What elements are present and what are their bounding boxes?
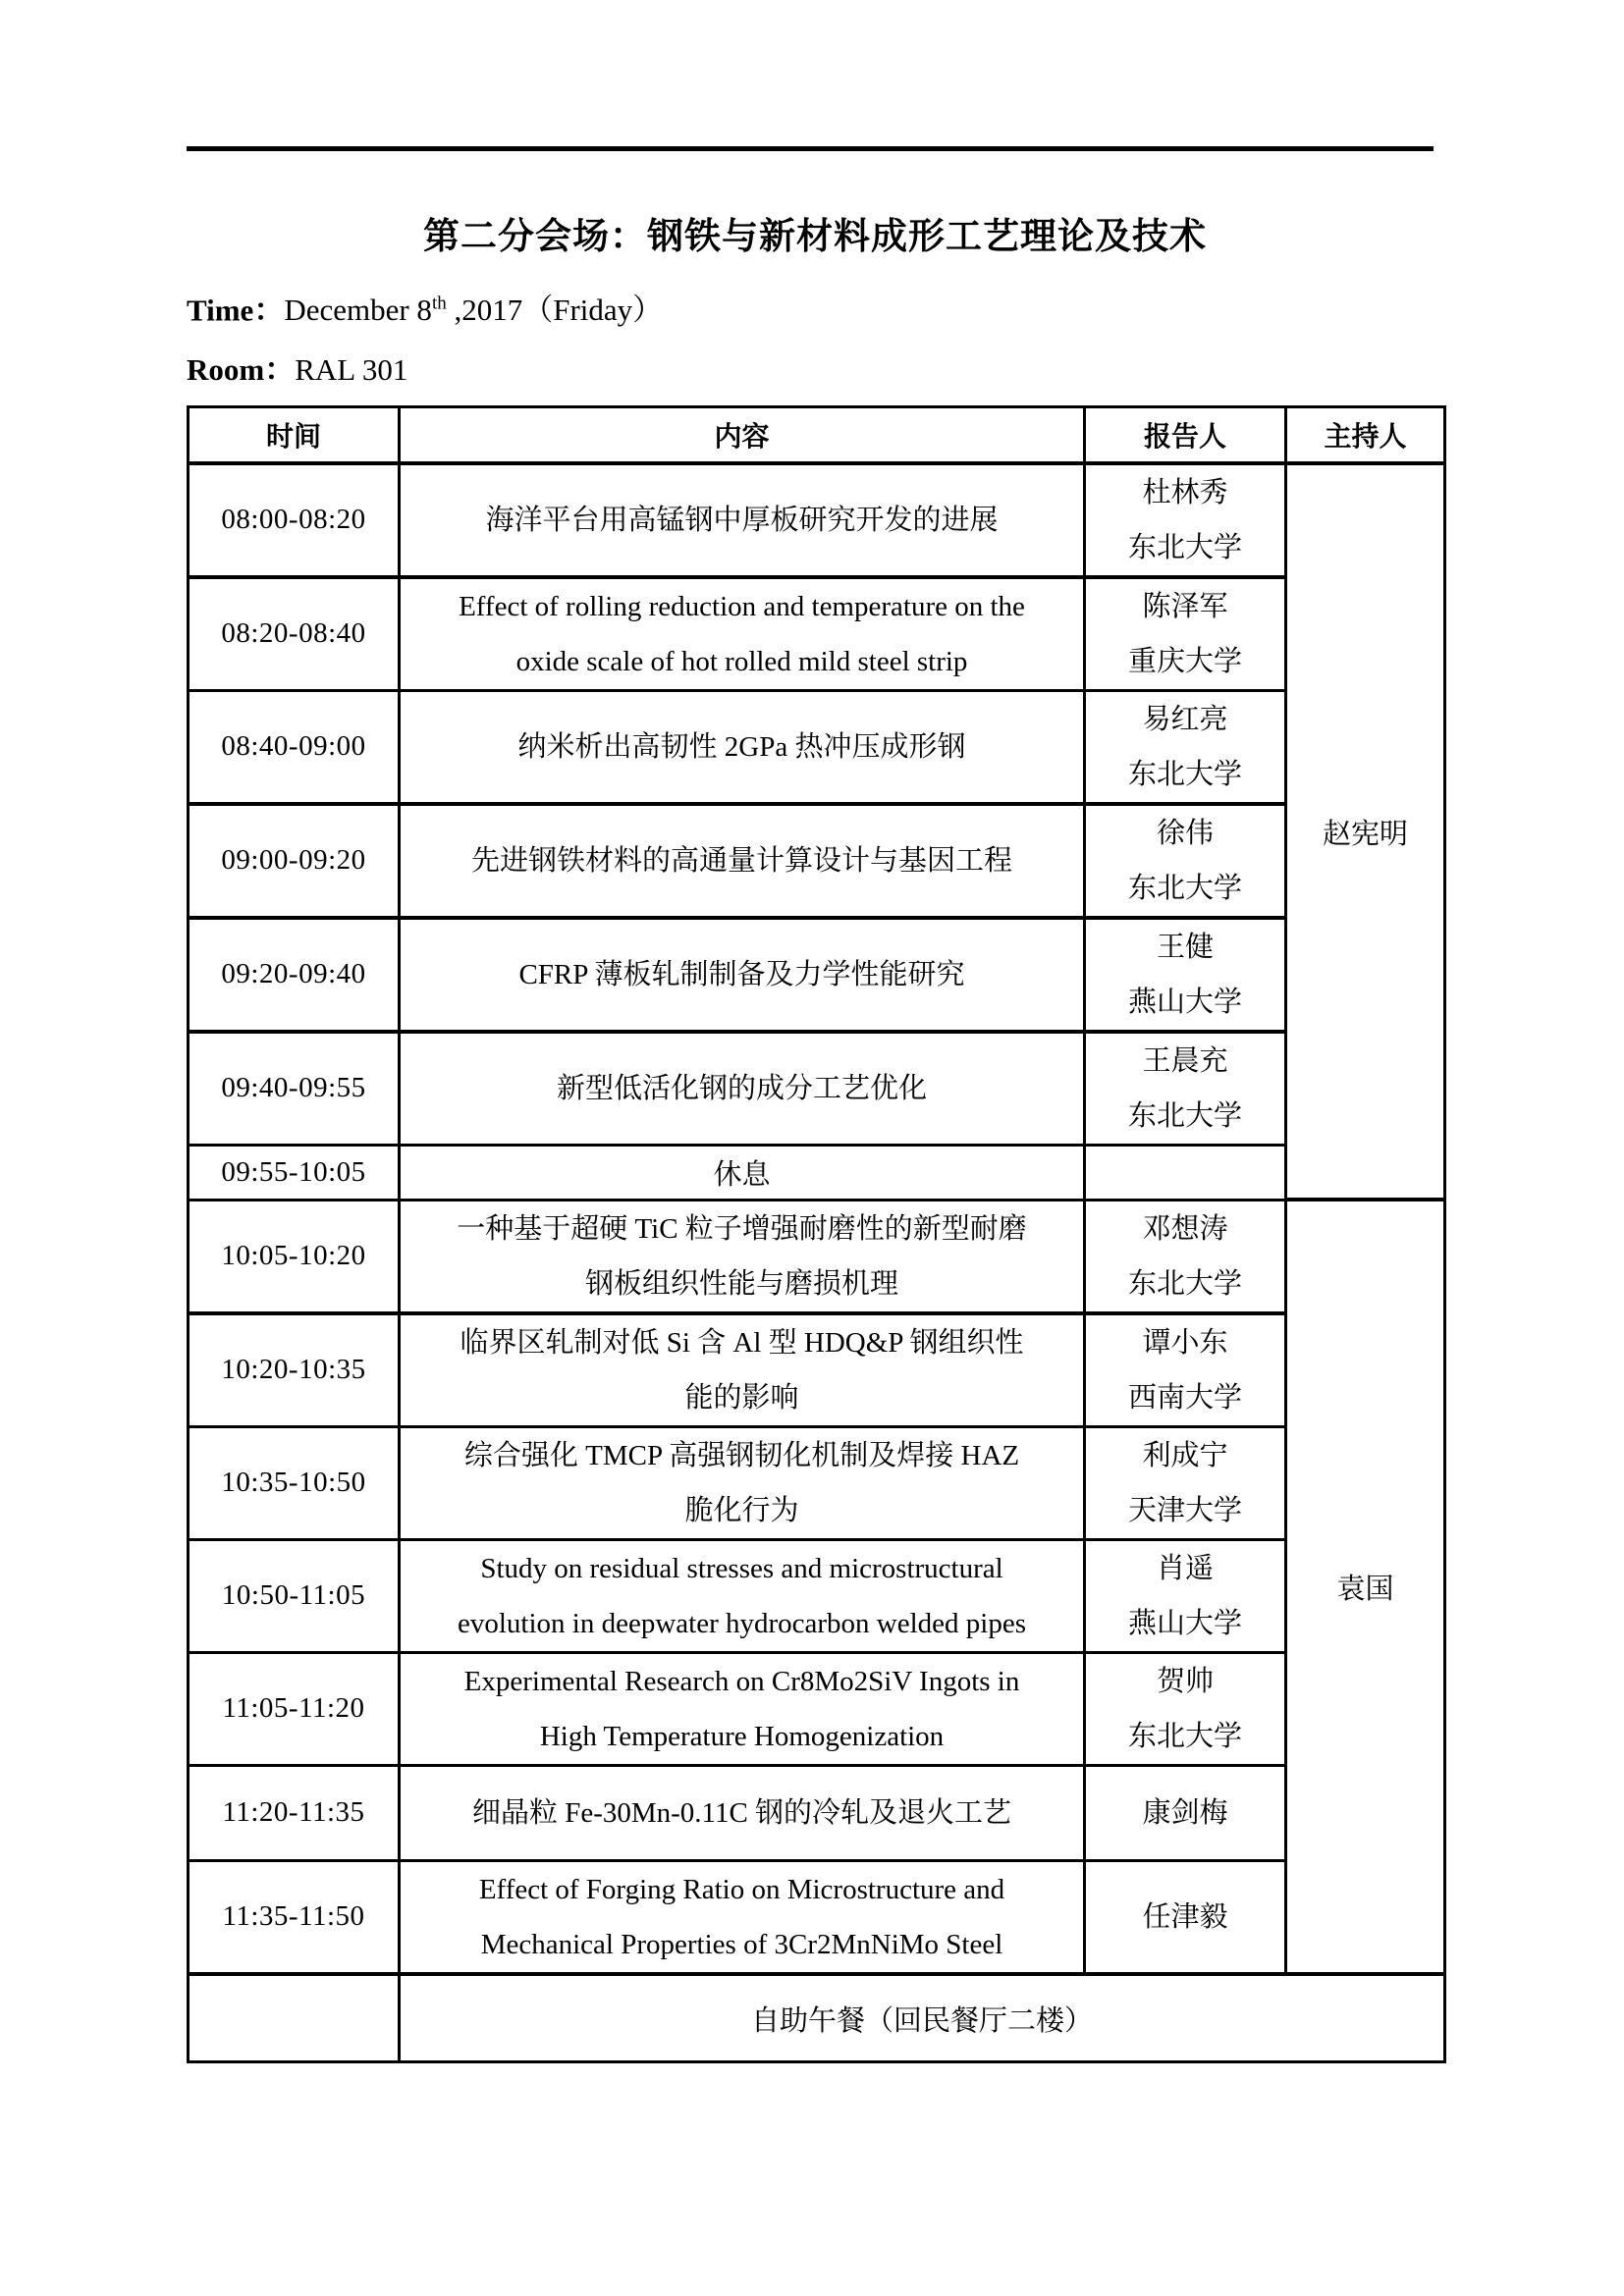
content-cell: Experimental Research on Cr8Mo2SiV Ingots in High Temperature Homogenization — [400, 1652, 1085, 1765]
time-cell: 09:55-10:05 — [189, 1145, 400, 1200]
time-cell: 11:05-11:20 — [189, 1652, 400, 1765]
presenter-cell — [1085, 1145, 1286, 1200]
header-rule — [187, 146, 1434, 151]
time-cell: 09:40-09:55 — [189, 1032, 400, 1146]
time-cell: 09:20-09:40 — [189, 918, 400, 1032]
time-cell: 10:05-10:20 — [189, 1200, 400, 1313]
room-value: RAL 301 — [295, 352, 408, 388]
content-cell: Study on residual stresses and microstructural evolution in deepwater hydrocarbon welded pipes — [400, 1539, 1085, 1652]
time-line — [187, 285, 1443, 330]
session-row — [189, 577, 1445, 691]
session-row — [189, 1032, 1445, 1146]
page-content — [187, 0, 1443, 2063]
content-cell: 先进钢铁材料的高通量计算设计与基因工程 — [400, 804, 1085, 918]
session-row — [189, 1539, 1445, 1652]
room-label: Room： — [187, 352, 296, 388]
content-cell: 海洋平台用高锰钢中厚板研究开发的进展 — [400, 463, 1085, 577]
presenter-cell: 肖遥 燕山大学 — [1085, 1539, 1286, 1652]
presenter-cell: 康剑梅 — [1085, 1765, 1286, 1860]
room-line — [187, 350, 1443, 390]
header-row — [189, 407, 1445, 463]
presenter-cell: 贺帅 东北大学 — [1085, 1652, 1286, 1765]
time-cell: 08:00-08:20 — [189, 463, 400, 577]
col-header-time: 时间 — [189, 407, 400, 463]
time-cell: 10:50-11:05 — [189, 1539, 400, 1652]
page-title: 第二分会场：钢铁与新材料成形工艺理论及技术 — [423, 215, 1207, 257]
presenter-cell: 邓想涛 东北大学 — [1085, 1200, 1286, 1313]
col-header-presenter: 报告人 — [1085, 407, 1286, 463]
chair-cell: 袁国 — [1286, 1200, 1445, 1974]
col-header-content: 内容 — [400, 407, 1085, 463]
session-row — [189, 1426, 1445, 1539]
col-header-chair: 主持人 — [1286, 407, 1445, 463]
presenter-cell: 易红亮 东北大学 — [1085, 690, 1286, 804]
time-cell: 08:40-09:00 — [189, 690, 400, 804]
content-cell: 临界区轧制对低 Si 含 Al 型 HDQ&P 钢组织性 能的影响 — [400, 1313, 1085, 1427]
time-cell: 10:35-10:50 — [189, 1426, 400, 1539]
content-cell: 综合强化 TMCP 高强钢韧化机制及焊接 HAZ 脆化行为 — [400, 1426, 1085, 1539]
presenter-cell: 王健 燕山大学 — [1085, 918, 1286, 1032]
time-cell: 11:20-11:35 — [189, 1765, 400, 1860]
time-value: December 8th ,2017（Friday） — [284, 293, 664, 328]
presenter-cell: 徐伟 东北大学 — [1085, 804, 1286, 918]
session-row — [189, 1765, 1445, 1860]
session-row — [189, 918, 1445, 1032]
presenter-cell: 谭小东 西南大学 — [1085, 1313, 1286, 1427]
content-cell: Effect of rolling reduction and temperature on the oxide scale of hot rolled mild steel strip — [400, 577, 1085, 691]
content-cell: CFRP 薄板轧制制备及力学性能研究 — [400, 918, 1085, 1032]
break-row — [189, 1145, 1445, 1200]
session-row — [189, 1652, 1445, 1765]
session-row — [189, 1313, 1445, 1427]
content-cell: 细晶粒 Fe-30Mn-0.11C 钢的冷轧及退火工艺 — [400, 1765, 1085, 1860]
session-row — [189, 1860, 1445, 1974]
time-cell-empty — [189, 1974, 400, 2062]
time-cell: 08:20-08:40 — [189, 577, 400, 691]
time-label: Time： — [187, 293, 285, 328]
presenter-cell: 王晨充 东北大学 — [1085, 1032, 1286, 1146]
content-cell: 纳米析出高韧性 2GPa 热冲压成形钢 — [400, 690, 1085, 804]
date-ordinal-suffix: th — [431, 294, 447, 314]
lunch-row — [189, 1974, 1445, 2062]
lunch-cell: 自助午餐（回民餐厅二楼） — [400, 1974, 1445, 2062]
presenter-cell: 陈泽军 重庆大学 — [1085, 577, 1286, 691]
content-cell: 一种基于超硬 TiC 粒子增强耐磨性的新型耐磨 钢板组织性能与磨损机理 — [400, 1200, 1085, 1313]
time-cell: 10:20-10:35 — [189, 1313, 400, 1427]
presenter-cell: 任津毅 — [1085, 1860, 1286, 1974]
content-cell: 新型低活化钢的成分工艺优化 — [400, 1032, 1085, 1146]
session-row — [189, 463, 1445, 577]
time-cell: 09:00-09:20 — [189, 804, 400, 918]
time-cell: 11:35-11:50 — [189, 1860, 400, 1974]
presenter-cell: 杜林秀 东北大学 — [1085, 463, 1286, 577]
session-row — [189, 690, 1445, 804]
session-row — [189, 804, 1445, 918]
content-cell: 休息 — [400, 1145, 1085, 1200]
content-cell: Effect of Forging Ratio on Microstructure and Mechanical Properties of 3Cr2MnNiMo Steel — [400, 1860, 1085, 1974]
chair-cell: 赵宪明 — [1286, 463, 1445, 1201]
presenter-cell: 利成宁 天津大学 — [1085, 1426, 1286, 1539]
session-row — [189, 1200, 1445, 1313]
schedule-table — [187, 405, 1446, 2063]
